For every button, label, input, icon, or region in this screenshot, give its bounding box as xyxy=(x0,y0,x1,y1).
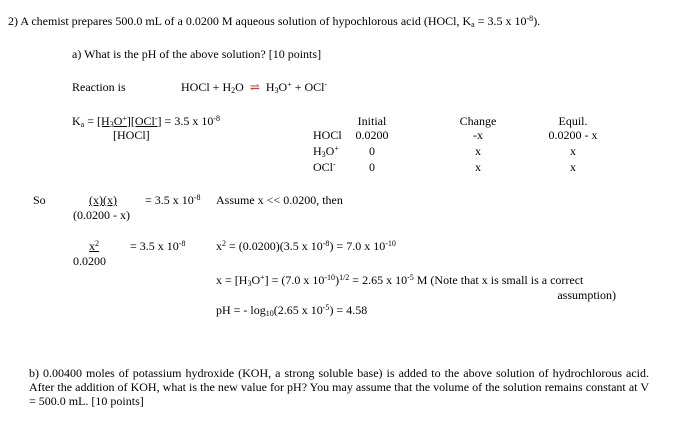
ice-initial-hocl: 0.0200 xyxy=(355,128,389,142)
ice-species-hocl: HOCl xyxy=(313,128,342,142)
ice-equil-h3o: x xyxy=(570,144,576,158)
ice-header-initial: Initial xyxy=(357,114,387,128)
step2-equation: = 3.5 x $10^{-8}$ xyxy=(130,239,186,253)
reaction-label: Reaction is xyxy=(72,80,126,94)
ka-expression: $K_a = [H_3O^+][OCl^-] = 3.5$ x $10^{-8}$ xyxy=(72,114,220,129)
ice-header-change: Change xyxy=(459,114,497,128)
step1-numerator: (x)(x) xyxy=(89,193,117,207)
step1-denominator: (0.0200 - x) xyxy=(73,208,130,222)
step2-numerator: $x^2$ xyxy=(89,239,99,253)
step1-assumption: Assume x << 0.0200, then xyxy=(216,193,343,207)
reaction-equation: HOCl + $H_2O$ ⇌ $H_3O^+ + OCl^-$ xyxy=(181,80,328,95)
ice-species-ocl: OCl- xyxy=(313,160,336,174)
question-number: 2) xyxy=(8,14,18,28)
part-a-question: a) What is the pH of the above solution? [10 points] xyxy=(72,47,322,61)
ice-equil-hocl: 0.0200 - x xyxy=(548,128,598,142)
ice-initial-h3o: 0 xyxy=(369,144,375,158)
part-b-question: b) 0.00400 moles of potassium hydroxide (KOH, a strong soluble base) is added to the above solution of hydrochlorous acid. After the addition of KOH, what is the new value for pH? You may assume that the volume of the solution remains constant at V = 500.0 mL. [10 points] xyxy=(29,366,649,408)
step3-note-continued: assumption) xyxy=(557,288,616,302)
ice-change-ocl: x xyxy=(475,160,481,174)
step4-ph: pH = - $\log_{10}(2.65$ x $10^{-5}) = 4.58$ xyxy=(216,303,368,318)
step3-x-value: $x = [H_3O^+] = (7.0$ x $10^{-10})^{1/2} = 2.65$ x $10^{-5}$ M (Note that x is small is a correct xyxy=(216,273,584,288)
equilibrium-arrow-icon: ⇌ xyxy=(249,80,260,94)
question-intro: A chemist prepares 500.0 mL of a 0.0200 M aqueous solution of hypochlorous acid (HOCl, K xyxy=(20,14,472,28)
step1-equation: = 3.5 x $10^{-8}$ xyxy=(145,193,201,207)
ice-initial-ocl: 0 xyxy=(369,160,375,174)
question-header: 2) A chemist prepares 500.0 mL of a 0.0200 M aqueous solution of hypochlorous acid (HOCl, $K_a = 3.5$ x $10^{-8}$). xyxy=(8,14,541,29)
so-label: So xyxy=(33,193,46,207)
ice-change-hocl: -x xyxy=(473,128,483,142)
ka-numerator: $[H_3O^+][OCl^-]$ xyxy=(97,114,162,129)
ice-header-equil: Equil. xyxy=(558,114,588,128)
ice-change-h3o: x xyxy=(475,144,481,158)
ka-denominator: [HOCl] xyxy=(113,128,150,142)
step2-x-squared: $x^2 = (0.0200)(3.5$ x $10^{-8}) = 7.0$ x $10^{-10}$ xyxy=(216,239,396,253)
step2-denominator: 0.0200 xyxy=(73,254,106,268)
ice-equil-ocl: x xyxy=(570,160,576,174)
ice-species-h3o: $H_3O^+$ xyxy=(313,144,339,159)
